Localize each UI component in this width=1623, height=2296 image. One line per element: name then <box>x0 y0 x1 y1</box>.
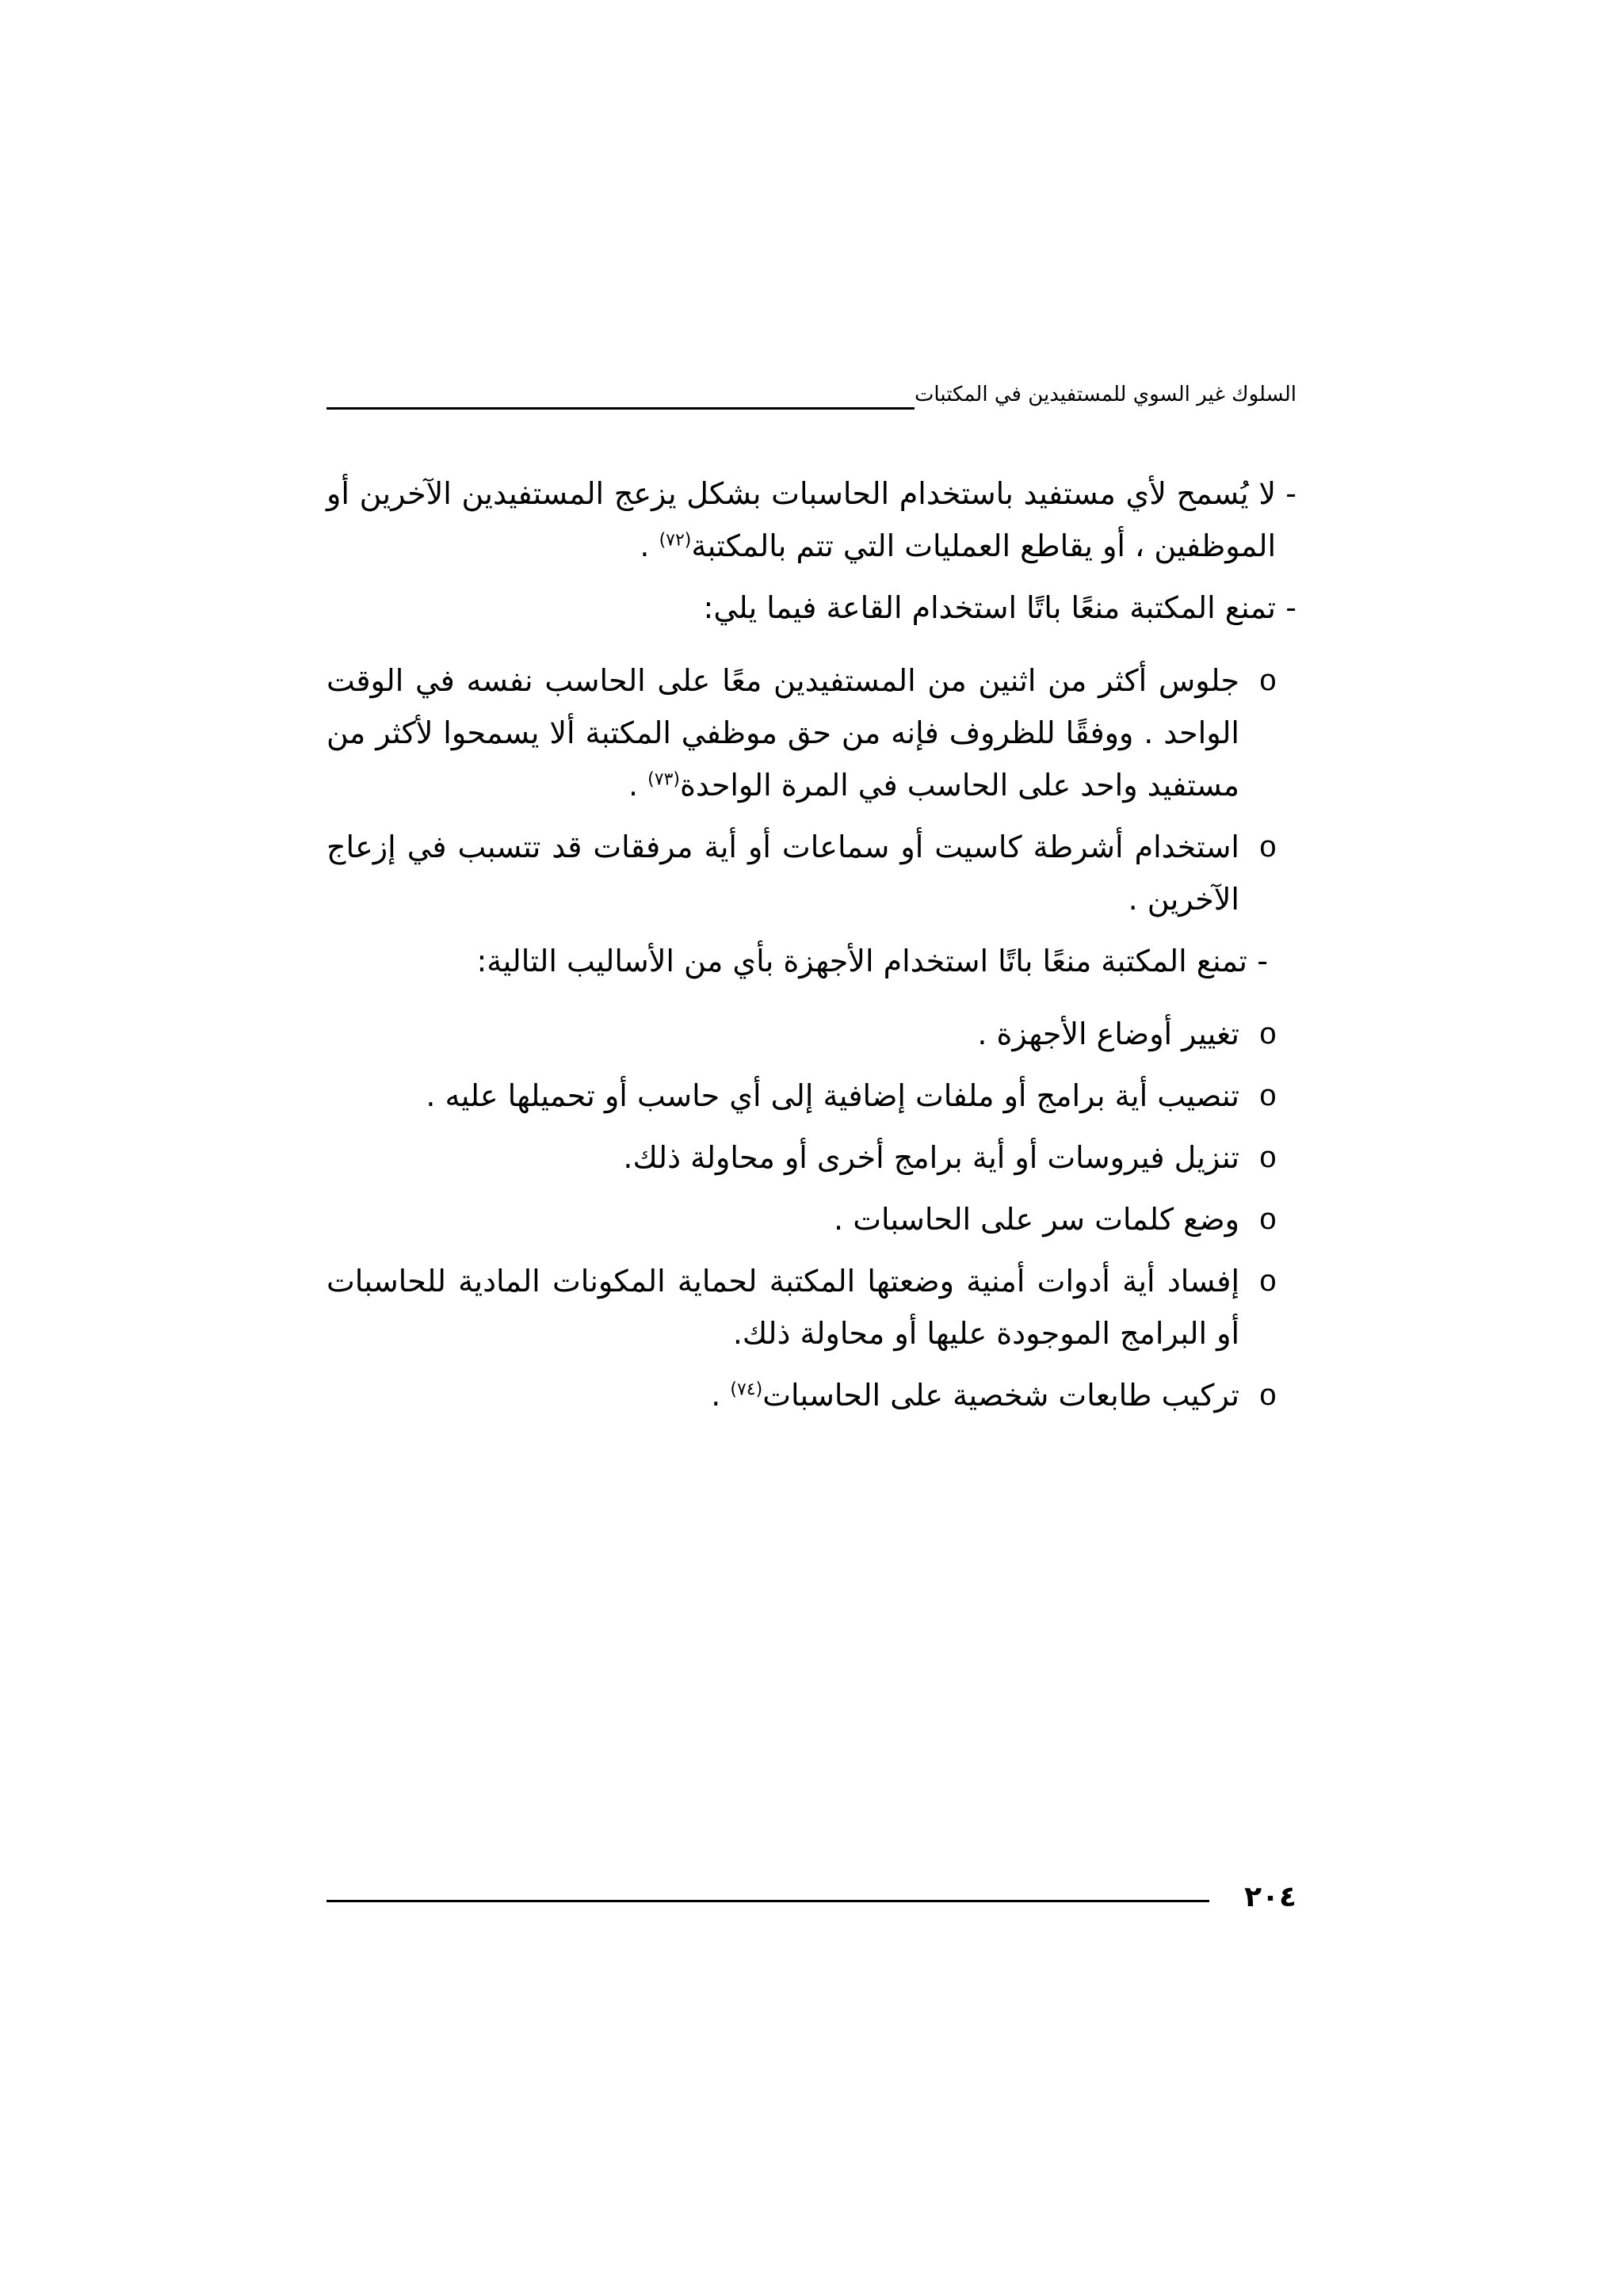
footnote-ref: (٧٢) <box>659 530 692 551</box>
bullet-marker: o <box>1259 1264 1277 1298</box>
list-item-body: تركيب طابعات شخصية على الحاسبات <box>762 1378 1239 1413</box>
bullet-marker: o <box>1259 1079 1277 1112</box>
paragraph-text <box>327 467 1276 572</box>
list-item <box>327 821 1296 925</box>
list-item-text: إفساد أية أدوات أمنية وضعتها المكتبة لحماية المكونات المادية للحاسبات أو البرامج الموجودة عليها أو محاولة ذلك. <box>327 1264 1239 1351</box>
page-footer <box>327 1878 1296 1917</box>
paragraph-end: . <box>640 528 659 563</box>
list-item <box>327 1193 1296 1245</box>
list-item-text <box>327 654 1239 811</box>
dash-marker: - <box>1285 590 1296 625</box>
list-item <box>327 654 1296 811</box>
list-item-text: تنزيل فيروسات أو أية برامج أخرى أو محاولة ذلك. <box>623 1140 1239 1175</box>
bullet-marker: o <box>1259 1141 1277 1174</box>
dash-paragraph-computer-use <box>327 467 1296 572</box>
dash-marker: - <box>1285 476 1296 511</box>
list-item <box>327 1008 1296 1060</box>
dash-paragraph-device-rules <box>327 935 1296 987</box>
list-item-body: جلوس أكثر من اثنين من المستفيدين معًا على الحاسب نفسه في الوقت الواحد . ووفقًا للظروف فإنه من حق موظفي المكتبة ألا يسمحوا لأكثر من مستفيد واحد على الحاسب في المرة الواحدة <box>327 663 1239 803</box>
dash-paragraph-hall-rules <box>327 582 1296 634</box>
running-header-title: السلوك غير السوي للمستفيدين في المكتبات <box>915 379 1296 410</box>
footnote-ref: (٧٣) <box>647 769 680 790</box>
list-item <box>327 1255 1296 1360</box>
bullet-marker: o <box>1259 1379 1277 1412</box>
page-body <box>327 467 1296 1431</box>
list-item-end: . <box>628 768 648 803</box>
bullet-marker: o <box>1259 1203 1277 1236</box>
list-item <box>327 1070 1296 1122</box>
list-item-text: وضع كلمات سر على الحاسبات . <box>834 1202 1239 1237</box>
bullet-marker: o <box>1259 1017 1277 1051</box>
list-item-text: تنصيب أية برامج أو ملفات إضافية إلى أي حاسب أو تحميلها عليه . <box>426 1078 1239 1113</box>
footer-rule <box>327 1900 1209 1902</box>
dash-marker: - <box>1257 944 1268 978</box>
paragraph-text: تمنع المكتبة منعًا باتًا استخدام القاعة فيما يلي: <box>703 590 1276 625</box>
list-item-text: تغيير أوضاع الأجهزة . <box>977 1016 1239 1051</box>
bullet-list-hall <box>327 654 1296 925</box>
running-header <box>327 379 1296 410</box>
footnote-ref: (٧٤) <box>730 1379 763 1400</box>
list-item <box>327 1369 1296 1421</box>
bullet-list-devices <box>327 1008 1296 1421</box>
paragraph-body: لا يُسمح لأي مستفيد باستخدام الحاسبات بشكل يزعج المستفيدين الآخرين أو الموظفين ، أو يقاطع العمليات التي تتم بالمكتبة <box>327 476 1276 563</box>
list-item-end: . <box>711 1378 731 1413</box>
bullet-marker: o <box>1259 664 1277 697</box>
bullet-marker: o <box>1259 830 1277 864</box>
list-item-text: استخدام أشرطة كاسيت أو سماعات أو أية مرفقات قد تتسبب في إزعاج الآخرين . <box>327 830 1239 917</box>
page-number: ٢٠٤ <box>1244 1881 1296 1913</box>
list-item <box>327 1131 1296 1184</box>
list-item-text <box>327 1369 1239 1421</box>
paragraph-text: تمنع المكتبة منعًا باتًا استخدام الأجهزة بأي من الأساليب التالية: <box>476 944 1247 978</box>
